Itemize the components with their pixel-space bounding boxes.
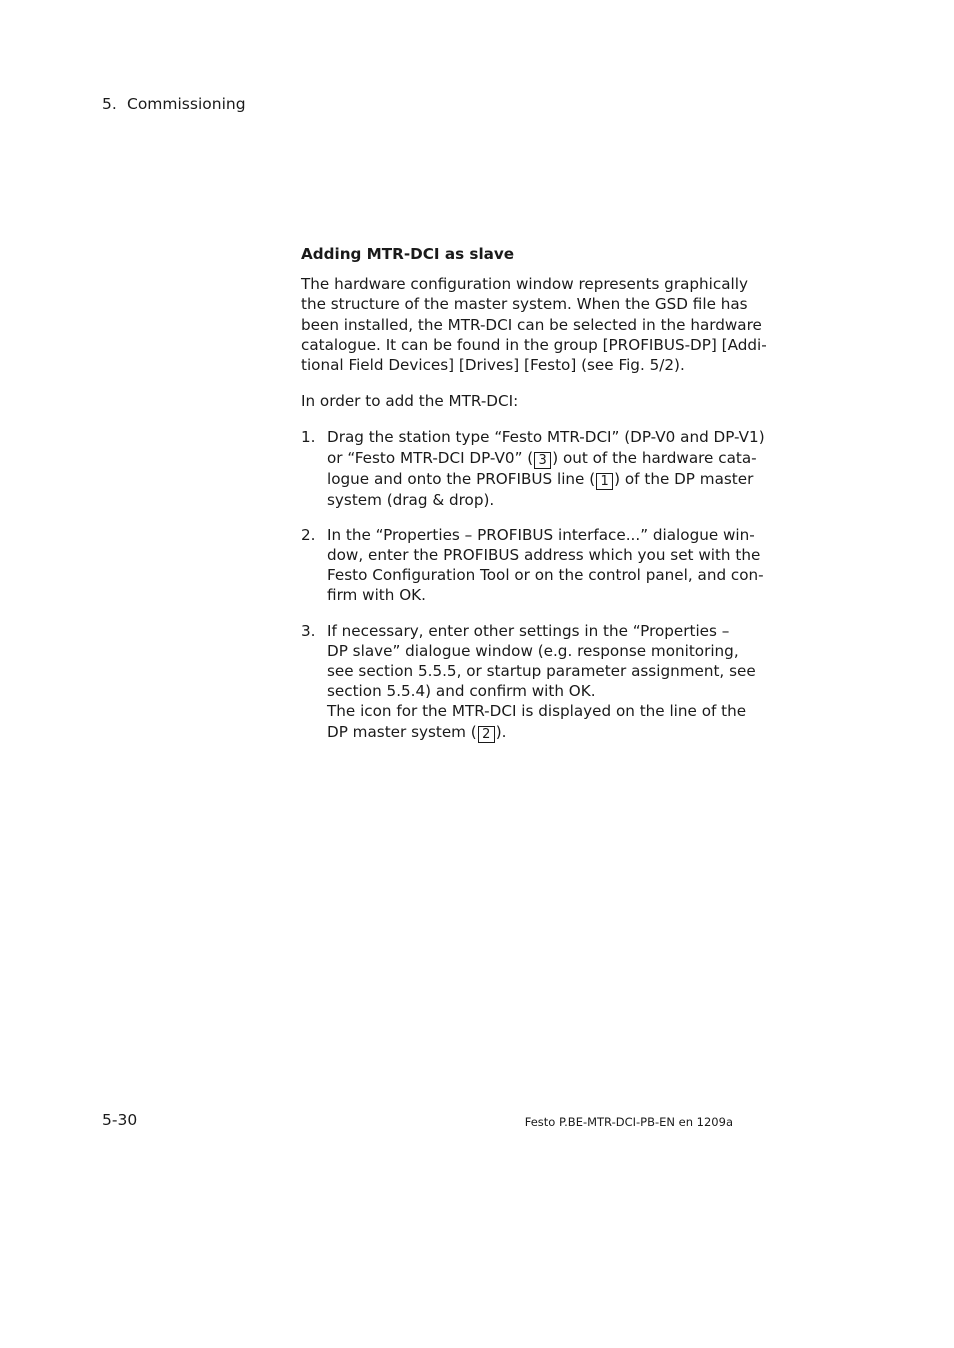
step-marker: 3. [301, 621, 316, 640]
step-line: If necessary, enter other settings in the “Properties – [327, 621, 730, 640]
intro-line: been installed, the MTR-DCI can be selected in the hardware [301, 315, 762, 334]
step-line: dow, enter the PROFIBUS address which you set with the [327, 546, 761, 565]
step-line [327, 469, 754, 490]
figure-reference-box: 2 [478, 726, 495, 743]
step-item-1 [301, 427, 765, 509]
lead-in-paragraph: In order to add the MTR-DCI: [301, 392, 519, 411]
step-text: ) of the DP master [614, 469, 754, 488]
chapter-number: 5. [102, 95, 117, 113]
chapter-title: Commissioning [127, 95, 246, 113]
step-line: firm with OK. [327, 586, 426, 605]
step-line: Drag the station type “Festo MTR-DCI” (DP-V0 and DP-V1) [327, 428, 765, 447]
step-line: section 5.5.4) and confirm with OK. [327, 682, 596, 701]
step-marker: 2. [301, 525, 316, 544]
step-line [327, 448, 757, 469]
intro-line: the structure of the master system. When the GSD file has [301, 295, 748, 314]
step-text: logue and onto the PROFIBUS line ( [327, 469, 596, 488]
document-id: Festo P.BE-MTR-DCI-PB-EN en 1209a [524, 1115, 733, 1129]
step-marker: 1. [301, 428, 316, 447]
step-line [327, 722, 741, 743]
step-text: DP master system ( [327, 722, 477, 741]
step-line: DP slave” dialogue window (e.g. response monitoring, [327, 641, 739, 660]
step-item-2 [301, 525, 764, 606]
step-line: Festo Configuration Tool or on the control panel, and con- [327, 566, 764, 585]
intro-paragraph [301, 274, 767, 375]
section-content [301, 244, 767, 758]
step-line: In the “Properties – PROFIBUS interface...” dialogue win- [327, 525, 755, 544]
intro-line: catalogue. It can be found in the group [PROFIBUS-DP] [Addi- [301, 335, 767, 354]
intro-line: tional Field Devices] [Drives] [Festo] (see Fig. 5/2). [301, 356, 685, 375]
step-line: system (drag & drop). [327, 490, 495, 509]
section-heading: Adding MTR-DCI as slave [301, 245, 515, 263]
step-text: or “Festo MTR-DCI DP-V0” ( [327, 448, 534, 467]
figure-reference-box: 3 [534, 452, 551, 469]
intro-line: The hardware configuration window represents graphically [301, 275, 748, 294]
page-header [102, 94, 246, 114]
step-text: ). [495, 722, 507, 741]
step-item-3 [301, 621, 756, 743]
step-line: The icon for the MTR-DCI is displayed on the line of the [327, 702, 747, 721]
page-number: 5-30 [102, 1111, 138, 1129]
step-text: ) out of the hardware cata- [552, 448, 757, 467]
figure-reference-box: 1 [596, 473, 613, 490]
steps-list [301, 427, 765, 742]
step-line: see section 5.5.5, or startup parameter assignment, see [327, 662, 756, 681]
